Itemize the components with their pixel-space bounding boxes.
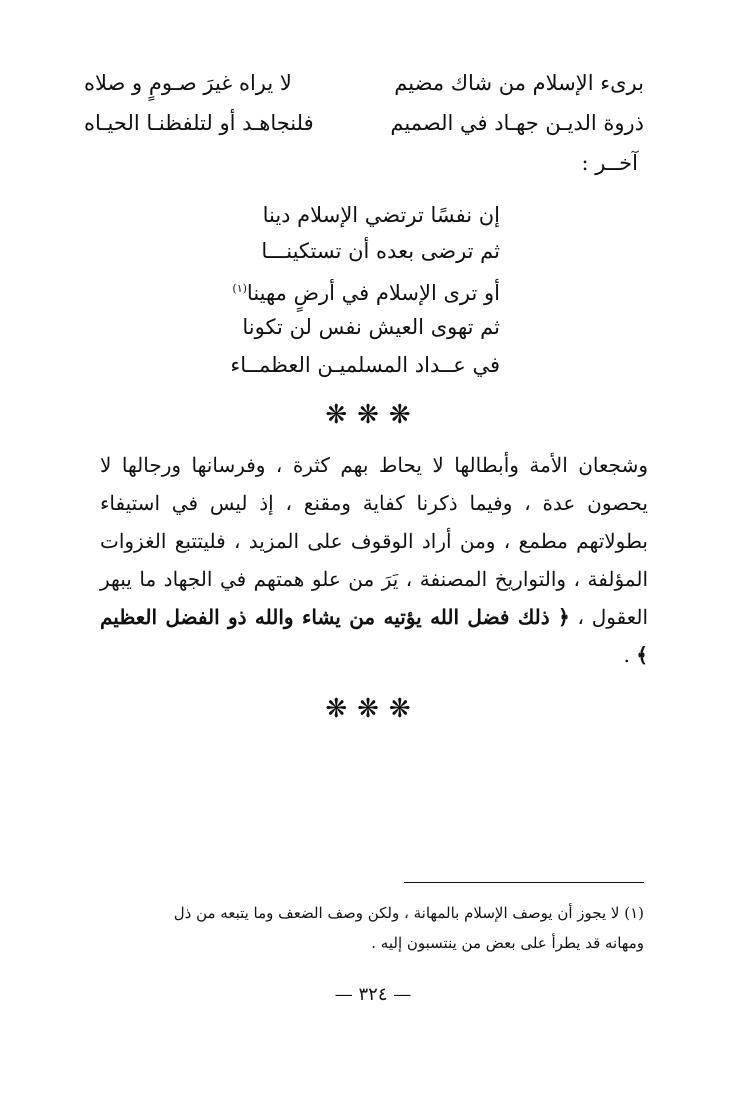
quran-verse: ﴿ ذلك فضل الله يؤتيه من يشاء والله ذو الفضل العظيم ﴾ <box>100 605 648 667</box>
stars-divider-bottom: ❋❋❋ <box>325 694 421 724</box>
paragraph-end: . <box>623 643 637 667</box>
poem-line-4: ثم تهوى العيش نفس لن تكونا <box>242 315 500 339</box>
poem-line-3-text: أو ترى الإسلام في أرضٍ مهينا <box>246 281 500 305</box>
page-number: — ٣٢٤ — <box>334 984 412 1005</box>
footnote-marker: (١) <box>232 282 247 295</box>
footnote-line-1: (١) لا يجوز أن يوصف الإسلام بالمهانة ، ولكن وصف الضعف وما يتبعه من ذل <box>173 904 644 922</box>
stars-divider-top: ❋❋❋ <box>325 400 421 430</box>
verse-1-first-hemistich: برىء الإسلام من شاك مضيم <box>394 71 644 95</box>
footnote-separator <box>404 882 644 883</box>
paragraph-text: وشجعان الأمة وأبطالها لا يحاط بهم كثرة ، وفرسانها ورجالها لا يحصون عدة ، وفيما ذكرنا كفاية ومقنع ، إذ ليس في استيفاء بطولاتهم مطمع ، ومن أراد الوقوف على المزيد ، فليتتبع الغزوات المؤلفة ، والتواريخ المصنفة ، يَرَ من علو همتهم في الجهاد ما يبهر العقول ، <box>100 453 648 629</box>
poem-line-5: في عــداد المسلميـن العظمــاء <box>230 353 500 377</box>
footnote <box>84 898 644 958</box>
poem-line-3 <box>232 274 500 308</box>
footnote-line-2: ومهانه قد يطرأ على بعض من ينتسبون إليه . <box>371 934 644 952</box>
poem-line-2: ثم ترضى بعده أن تستكينـــا <box>261 239 500 263</box>
main-paragraph <box>100 446 648 674</box>
poem-line-1: إن نفسًا ترتضي الإسلام دينا <box>262 203 500 227</box>
another-poet-label: آخــر : <box>581 151 638 175</box>
verse-2-first-hemistich: ذروة الديـن جهـاد في الصميم <box>390 111 644 135</box>
verse-2-second-hemistich: فلنجاهـد أو لتلفظنـا الحيـاه <box>84 111 314 135</box>
verse-1-second-hemistich: لا يراه غيرَ صـومٍ و صلاه <box>84 71 292 95</box>
